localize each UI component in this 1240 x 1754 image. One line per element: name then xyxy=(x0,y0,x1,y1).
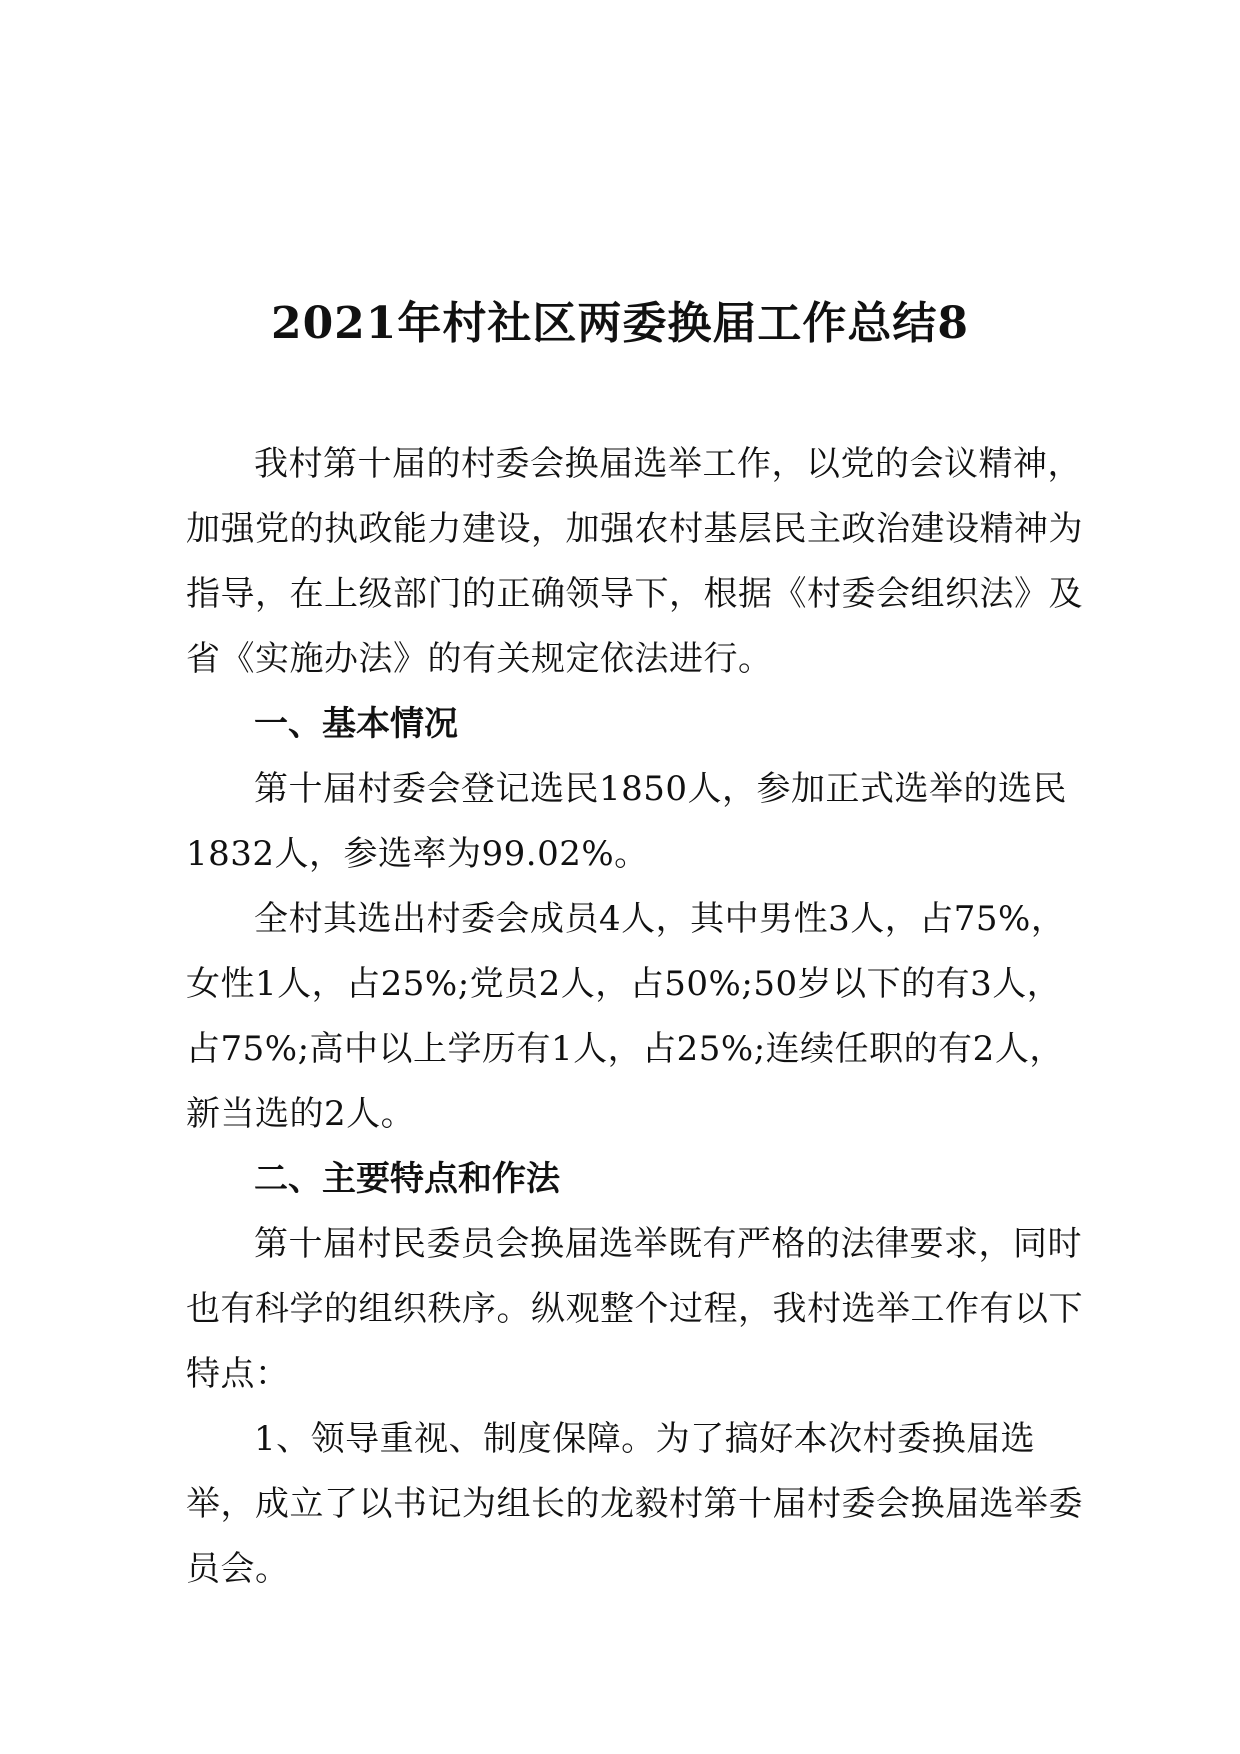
feature-item-1-paragraph: 1、领导重视、制度保障。为了搞好本次村委换届选举，成立了以书记为组长的龙毅村第十届村委会换届选举委员会。 xyxy=(186,1419,1083,1589)
committee-members-paragraph: 全村其选出村委会成员4人，其中男性3人，占75%，女性1人，占25%;党员2人，占50%;50岁以下的有3人，占75%;高中以上学历有1人，占25%;连续任职的有2人，新当选的2人。 xyxy=(186,899,1066,1134)
section-heading-basic-situation: 一、基本情况 xyxy=(254,704,458,744)
section-heading-features-methods: 二、主要特点和作法 xyxy=(254,1159,560,1199)
voter-statistics-paragraph: 第十届村委会登记选民1850人，参加正式选举的选民1832人，参选率为99.02%。 xyxy=(186,769,1068,874)
document-body xyxy=(186,432,1086,1602)
document-title: 2021年村社区两委换届工作总结8 xyxy=(270,298,970,349)
features-intro-paragraph: 第十届村民委员会换届选举既有严格的法律要求，同时也有科学的组织秩序。纵观整个过程，我村选举工作有以下特点： xyxy=(186,1224,1083,1394)
intro-paragraph: 我村第十届的村委会换届选举工作，以党的会议精神，加强党的执政能力建设，加强农村基层民主政治建设精神为指导，在上级部门的正确领导下，根据《村委会组织法》及省《实施办法》的有关规定依法进行。 xyxy=(186,444,1083,679)
